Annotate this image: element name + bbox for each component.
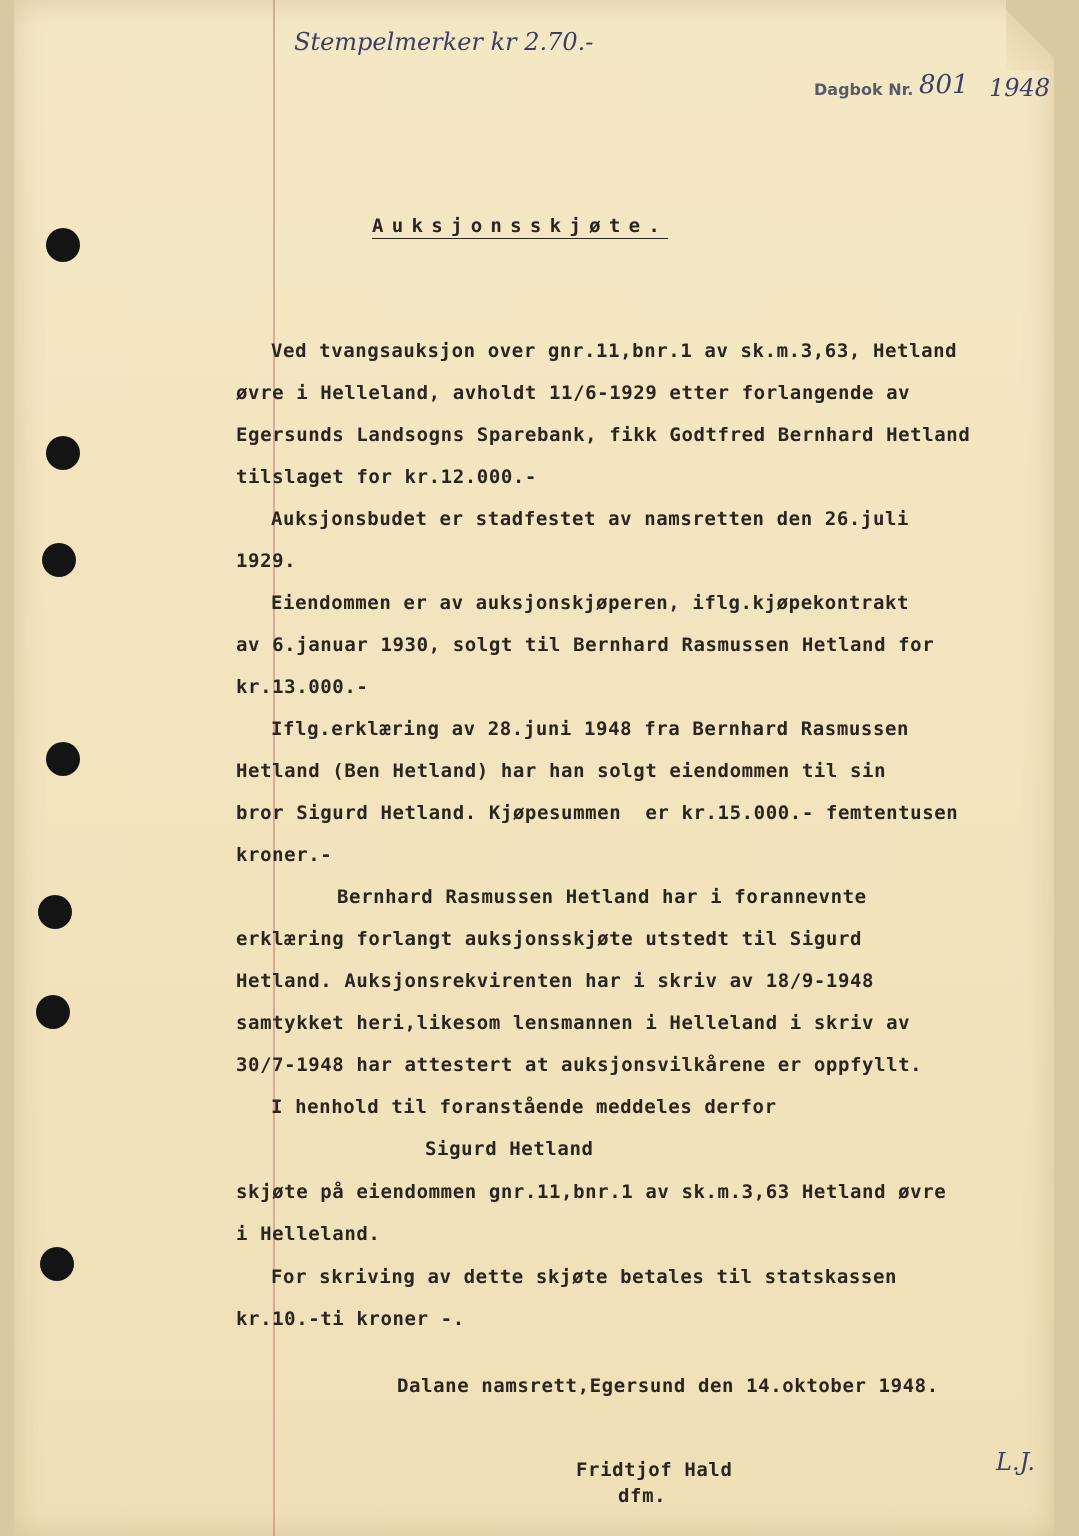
punch-hole-4 [46, 742, 80, 776]
punch-hole-2 [46, 436, 80, 470]
body-line-17: samtykket heri,likesom lensmannen i Helleland i skriv av [236, 1012, 911, 1034]
body-line-8: av 6.januar 1930, solgt til Bernhard Rasmussen Hetland for [236, 634, 935, 656]
initials: L.J. [996, 1448, 1035, 1476]
body-line-18: 30/7-1948 har attestert at auksjonsvilkårene er oppfyllt. [236, 1054, 923, 1076]
punch-hole-1 [46, 228, 80, 262]
dagbok-label: Dagbok Nr. [814, 80, 914, 99]
signature-name: Fridtjof Hald [576, 1459, 733, 1481]
body-line-1: Ved tvangsauksjon over gnr.11,bnr.1 av sk.m.3,63, Hetland [271, 340, 958, 362]
body-line-16: Hetland. Auksjonsrekvirenten har i skriv av 18/9-1948 [236, 970, 875, 992]
signature-title: dfm. [618, 1485, 667, 1507]
body-line-4: tilslaget for kr.12.000.- [236, 466, 537, 488]
body-line-9: kr.13.000.- [236, 676, 369, 698]
body-line-13: kroner.- [236, 844, 333, 866]
dagbok-year: 1948 [989, 74, 1051, 102]
body-line-23: For skriving av dette skjøte betales til statskassen [271, 1266, 898, 1288]
punch-hole-6 [36, 995, 70, 1029]
body-line-3: Egersunds Landsogns Sparebank, fikk Godtfred Bernhard Hetland [236, 424, 971, 446]
body-line-11: Hetland (Ben Hetland) har han solgt eiendommen til sin [236, 760, 887, 782]
dagbok-number: 801 [919, 70, 969, 100]
body-line-15: erklæring forlangt auksjonsskjøte utstedt til Sigurd [236, 928, 863, 950]
body-line-2: øvre i Helleland, avholdt 11/6-1929 etter forlangende av [236, 382, 911, 404]
document-page [14, 0, 1054, 1536]
body-line-24: kr.10.-ti kroner -. [236, 1308, 465, 1330]
grantee-name: Sigurd Hetland [425, 1138, 594, 1160]
body-line-21: skjøte på eiendommen gnr.11,bnr.1 av sk.m.3,63 Hetland øvre [236, 1181, 947, 1203]
folded-corner [1006, 0, 1054, 70]
punch-hole-5 [38, 895, 72, 929]
body-line-22: i Helleland. [236, 1223, 381, 1245]
body-line-14: Bernhard Rasmussen Hetland har i forannevnte [337, 886, 867, 908]
body-line-19: I henhold til foranstående meddeles derfor [271, 1096, 777, 1118]
punch-hole-3 [42, 543, 76, 577]
place-date: Dalane namsrett,Egersund den 14.oktober 1948. [397, 1375, 939, 1397]
document-title: Auksjonsskjøte. [372, 215, 669, 237]
body-line-12: bror Sigurd Hetland. Kjøpesummen er kr.15.000.- femtentusen [236, 802, 959, 824]
punch-hole-7 [40, 1247, 74, 1281]
body-line-7: Eiendommen er av auksjonskjøperen, iflg.kjøpekontrakt [271, 592, 910, 614]
stamp-fee-note: Stempelmerker kr 2.70.- [294, 28, 594, 56]
body-line-5: Auksjonsbudet er stadfestet av namsretten den 26.juli [271, 508, 910, 530]
body-line-10: Iflg.erklæring av 28.juni 1948 fra Bernhard Rasmussen [271, 718, 910, 740]
body-line-6: 1929. [236, 550, 297, 572]
